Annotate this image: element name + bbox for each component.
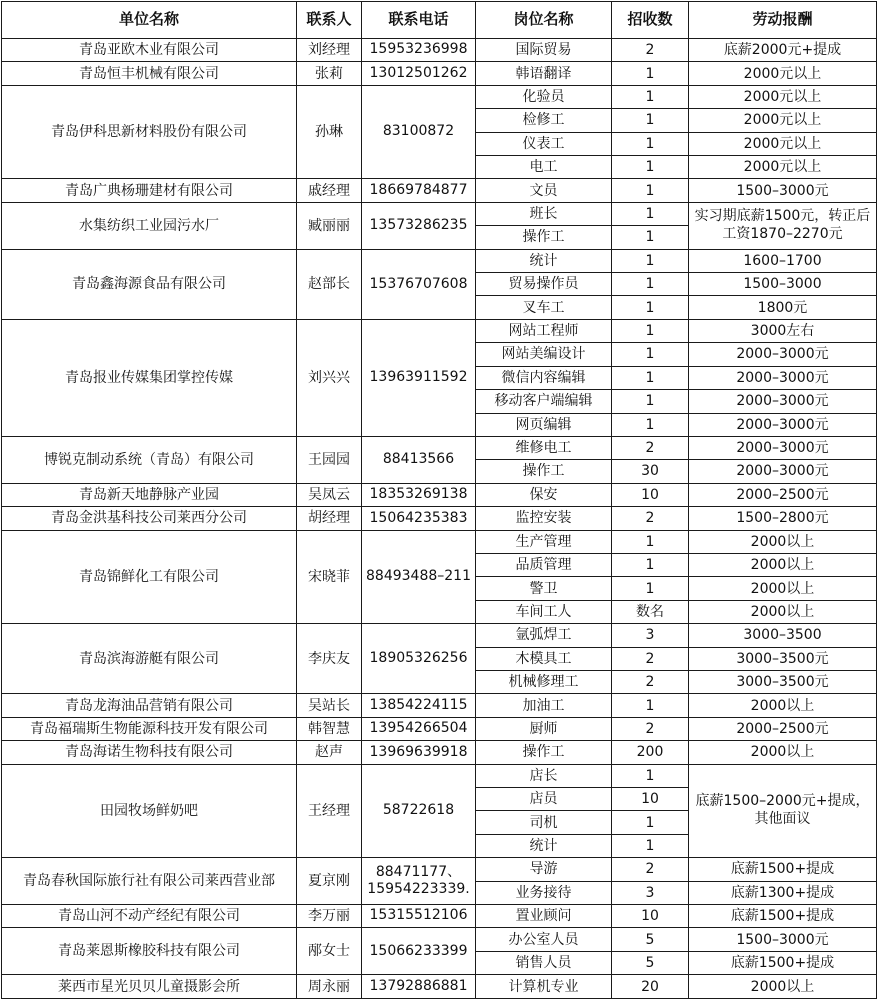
hire-count: 1 (612, 179, 689, 202)
hire-count: 1 (612, 694, 689, 717)
salary: 2000–3000元 (689, 436, 877, 459)
position-title: 检修工 (476, 109, 612, 132)
hire-count: 1 (612, 85, 689, 108)
position-title: 生产管理 (476, 530, 612, 553)
position-title: 统计 (476, 249, 612, 272)
salary: 1500–3000 (689, 273, 877, 296)
position-title: 木模具工 (476, 647, 612, 670)
position-title: 操作工 (476, 226, 612, 249)
contact-phone: 13792886881 (362, 975, 476, 999)
contact-phone: 15064235383 (362, 507, 476, 530)
hire-count: 1 (612, 553, 689, 576)
contact-phone: 18353269138 (362, 483, 476, 506)
contact-phone: 13954266504 (362, 717, 476, 740)
company-name: 莱西市星光贝贝儿童摄影会所 (2, 975, 297, 999)
contact-person: 李万丽 (297, 905, 362, 928)
salary: 2000以上 (689, 530, 877, 553)
table-row (2, 62, 877, 85)
hire-count: 2 (612, 858, 689, 881)
position-title: 厨师 (476, 717, 612, 740)
company-name: 青岛新天地静脉产业园 (2, 483, 297, 506)
position-title: 维修电工 (476, 436, 612, 459)
position-title: 电工 (476, 156, 612, 179)
contact-person: 赵声 (297, 741, 362, 764)
salary: 2000–3000元 (689, 413, 877, 436)
table-row (2, 858, 877, 881)
table-row (2, 694, 877, 717)
position-title: 销售人员 (476, 951, 612, 974)
company-name: 青岛伊科思新材料股份有限公司 (2, 85, 297, 179)
company-name: 青岛恒丰机械有限公司 (2, 62, 297, 85)
contact-person: 刘兴兴 (297, 319, 362, 436)
position-title: 韩语翻译 (476, 62, 612, 85)
salary: 底薪1500+提成 (689, 951, 877, 974)
contact-phone: 88413566 (362, 436, 476, 483)
position-title: 导游 (476, 858, 612, 881)
hire-count: 1 (612, 156, 689, 179)
contact-phone: 18669784877 (362, 179, 476, 202)
salary: 1500–3000元 (689, 179, 877, 202)
company-name: 青岛海诺生物科技有限公司 (2, 741, 297, 764)
contact-person: 韩智慧 (297, 717, 362, 740)
position-title: 微信内容编辑 (476, 366, 612, 389)
company-name: 田园牧场鲜奶吧 (2, 764, 297, 858)
table-row (2, 975, 877, 999)
table-row (2, 39, 877, 62)
table-row (2, 85, 877, 108)
table-row (2, 764, 877, 787)
contact-person: 邴女士 (297, 928, 362, 975)
company-name: 青岛报业传媒集团掌控传媒 (2, 319, 297, 436)
company-name: 青岛锦鲜化工有限公司 (2, 530, 297, 624)
contact-phone: 15315512106 (362, 905, 476, 928)
contact-person: 吴站长 (297, 694, 362, 717)
salary: 3000左右 (689, 319, 877, 342)
salary: 2000以上 (689, 975, 877, 999)
contact-phone: 83100872 (362, 85, 476, 179)
hire-count: 1 (612, 413, 689, 436)
table-row (2, 717, 877, 740)
hire-count: 2 (612, 39, 689, 62)
contact-phone: 18905326256 (362, 624, 476, 694)
header-count: 招收数 (612, 2, 689, 39)
salary: 2000以上 (689, 600, 877, 623)
contact-phone: 13969639918 (362, 741, 476, 764)
contact-person: 王园园 (297, 436, 362, 483)
position-title: 网页编辑 (476, 413, 612, 436)
salary: 2000元以上 (689, 62, 877, 85)
position-title: 仪表工 (476, 132, 612, 155)
company-name: 青岛春秋国际旅行社有限公司莱西营业部 (2, 858, 297, 905)
position-title: 计算机专业 (476, 975, 612, 999)
contact-phone: 13854224115 (362, 694, 476, 717)
contact-person: 张莉 (297, 62, 362, 85)
table-row (2, 530, 877, 553)
hire-count: 10 (612, 483, 689, 506)
company-name: 青岛广典杨珊建材有限公司 (2, 179, 297, 202)
position-title: 车间工人 (476, 600, 612, 623)
table-row (2, 249, 877, 272)
hire-count: 2 (612, 670, 689, 693)
contact-person: 臧丽丽 (297, 202, 362, 249)
salary: 2000–3000元 (689, 366, 877, 389)
position-title: 操作工 (476, 460, 612, 483)
salary: 1600–1700 (689, 249, 877, 272)
salary: 底薪2000元+提成 (689, 39, 877, 62)
salary: 1800元 (689, 296, 877, 319)
contact-person: 刘经理 (297, 39, 362, 62)
hire-count: 1 (612, 390, 689, 413)
hire-count: 1 (612, 764, 689, 787)
contact-phone: 13963911592 (362, 319, 476, 436)
hire-count: 1 (612, 226, 689, 249)
contact-person: 赵部长 (297, 249, 362, 319)
position-title: 监控安装 (476, 507, 612, 530)
position-title: 贸易操作员 (476, 273, 612, 296)
hire-count: 1 (612, 811, 689, 834)
hire-count: 1 (612, 834, 689, 857)
salary: 底薪1500+提成 (689, 905, 877, 928)
company-name: 水集纺织工业园污水厂 (2, 202, 297, 249)
table-row (2, 483, 877, 506)
salary: 2000–2500元 (689, 717, 877, 740)
contact-phone: 58722618 (362, 764, 476, 858)
position-title: 店长 (476, 764, 612, 787)
contact-person: 王经理 (297, 764, 362, 858)
hire-count: 2 (612, 717, 689, 740)
table-row (2, 905, 877, 928)
header-row (2, 2, 877, 39)
header-phone: 联系电话 (362, 2, 476, 39)
header-company: 单位名称 (2, 2, 297, 39)
hire-count: 数名 (612, 600, 689, 623)
hire-count: 3 (612, 881, 689, 904)
salary: 2000元以上 (689, 156, 877, 179)
position-title: 办公室人员 (476, 928, 612, 951)
salary: 1500–2800元 (689, 507, 877, 530)
contact-phone: 15066233399 (362, 928, 476, 975)
header-contact: 联系人 (297, 2, 362, 39)
contact-phone: 88471177、15954223339. (362, 858, 476, 905)
position-title: 置业顾问 (476, 905, 612, 928)
hire-count: 5 (612, 928, 689, 951)
salary: 底薪1300+提成 (689, 881, 877, 904)
company-name: 青岛滨海游艇有限公司 (2, 624, 297, 694)
recruitment-table (1, 1, 877, 999)
hire-count: 1 (612, 249, 689, 272)
salary: 2000–2500元 (689, 483, 877, 506)
table-row (2, 436, 877, 459)
contact-phone: 15953236998 (362, 39, 476, 62)
hire-count: 1 (612, 577, 689, 600)
salary: 2000以上 (689, 694, 877, 717)
position-title: 班长 (476, 202, 612, 225)
hire-count: 1 (612, 109, 689, 132)
position-title: 品质管理 (476, 553, 612, 576)
table-row (2, 202, 877, 225)
contact-person: 戚经理 (297, 179, 362, 202)
hire-count: 30 (612, 460, 689, 483)
position-title: 保安 (476, 483, 612, 506)
hire-count: 1 (612, 62, 689, 85)
salary: 底薪1500–2000元+提成，其他面议 (689, 764, 877, 858)
hire-count: 1 (612, 343, 689, 366)
hire-count: 20 (612, 975, 689, 999)
table-row (2, 624, 877, 647)
contact-phone: 13012501262 (362, 62, 476, 85)
contact-phone: 13573286235 (362, 202, 476, 249)
position-title: 警卫 (476, 577, 612, 600)
salary: 2000元以上 (689, 109, 877, 132)
company-name: 青岛金洪基科技公司莱西分公司 (2, 507, 297, 530)
salary: 2000元以上 (689, 85, 877, 108)
hire-count: 2 (612, 507, 689, 530)
contact-phone: 88493488–211 (362, 530, 476, 624)
contact-person: 胡经理 (297, 507, 362, 530)
table-row (2, 507, 877, 530)
table-row (2, 319, 877, 342)
salary: 2000–3000元 (689, 343, 877, 366)
table-row (2, 928, 877, 951)
contact-person: 夏京刚 (297, 858, 362, 905)
position-title: 业务接待 (476, 881, 612, 904)
hire-count: 10 (612, 788, 689, 811)
contact-person: 吴凤云 (297, 483, 362, 506)
salary: 3000–3500元 (689, 670, 877, 693)
hire-count: 200 (612, 741, 689, 764)
salary: 2000以上 (689, 553, 877, 576)
salary: 1500–3000元 (689, 928, 877, 951)
hire-count: 3 (612, 624, 689, 647)
contact-person: 李庆友 (297, 624, 362, 694)
salary: 2000–3000元 (689, 390, 877, 413)
hire-count: 10 (612, 905, 689, 928)
company-name: 青岛鑫海源食品有限公司 (2, 249, 297, 319)
header-salary: 劳动报酬 (689, 2, 877, 39)
hire-count: 1 (612, 132, 689, 155)
contact-person: 宋晓菲 (297, 530, 362, 624)
hire-count: 1 (612, 296, 689, 319)
salary: 3000–3500 (689, 624, 877, 647)
salary: 2000以上 (689, 741, 877, 764)
hire-count: 5 (612, 951, 689, 974)
table-row (2, 179, 877, 202)
position-title: 加油工 (476, 694, 612, 717)
contact-person: 周永丽 (297, 975, 362, 999)
company-name: 青岛龙海油品营销有限公司 (2, 694, 297, 717)
contact-phone: 15376707608 (362, 249, 476, 319)
contact-person: 孙琳 (297, 85, 362, 179)
position-title: 司机 (476, 811, 612, 834)
company-name: 博锐克制动系统（青岛）有限公司 (2, 436, 297, 483)
position-title: 化验员 (476, 85, 612, 108)
position-title: 机械修理工 (476, 670, 612, 693)
header-position: 岗位名称 (476, 2, 612, 39)
hire-count: 2 (612, 436, 689, 459)
position-title: 网站美编设计 (476, 343, 612, 366)
hire-count: 1 (612, 202, 689, 225)
position-title: 叉车工 (476, 296, 612, 319)
table-row (2, 741, 877, 764)
position-title: 统计 (476, 834, 612, 857)
salary: 2000元以上 (689, 132, 877, 155)
position-title: 国际贸易 (476, 39, 612, 62)
position-title: 氩弧焊工 (476, 624, 612, 647)
hire-count: 1 (612, 366, 689, 389)
position-title: 移动客户端编辑 (476, 390, 612, 413)
hire-count: 1 (612, 530, 689, 553)
hire-count: 1 (612, 273, 689, 296)
salary: 实习期底薪1500元，转正后工资1870–2270元 (689, 202, 877, 249)
salary: 2000以上 (689, 577, 877, 600)
company-name: 青岛莱恩斯橡胶科技有限公司 (2, 928, 297, 975)
hire-count: 2 (612, 647, 689, 670)
position-title: 文员 (476, 179, 612, 202)
hire-count: 1 (612, 319, 689, 342)
company-name: 青岛山河不动产经纪有限公司 (2, 905, 297, 928)
salary: 3000–3500元 (689, 647, 877, 670)
position-title: 店员 (476, 788, 612, 811)
company-name: 青岛亚欧木业有限公司 (2, 39, 297, 62)
company-name: 青岛福瑞斯生物能源科技开发有限公司 (2, 717, 297, 740)
salary: 底薪1500+提成 (689, 858, 877, 881)
salary: 2000–3000元 (689, 460, 877, 483)
position-title: 网站工程师 (476, 319, 612, 342)
position-title: 操作工 (476, 741, 612, 764)
